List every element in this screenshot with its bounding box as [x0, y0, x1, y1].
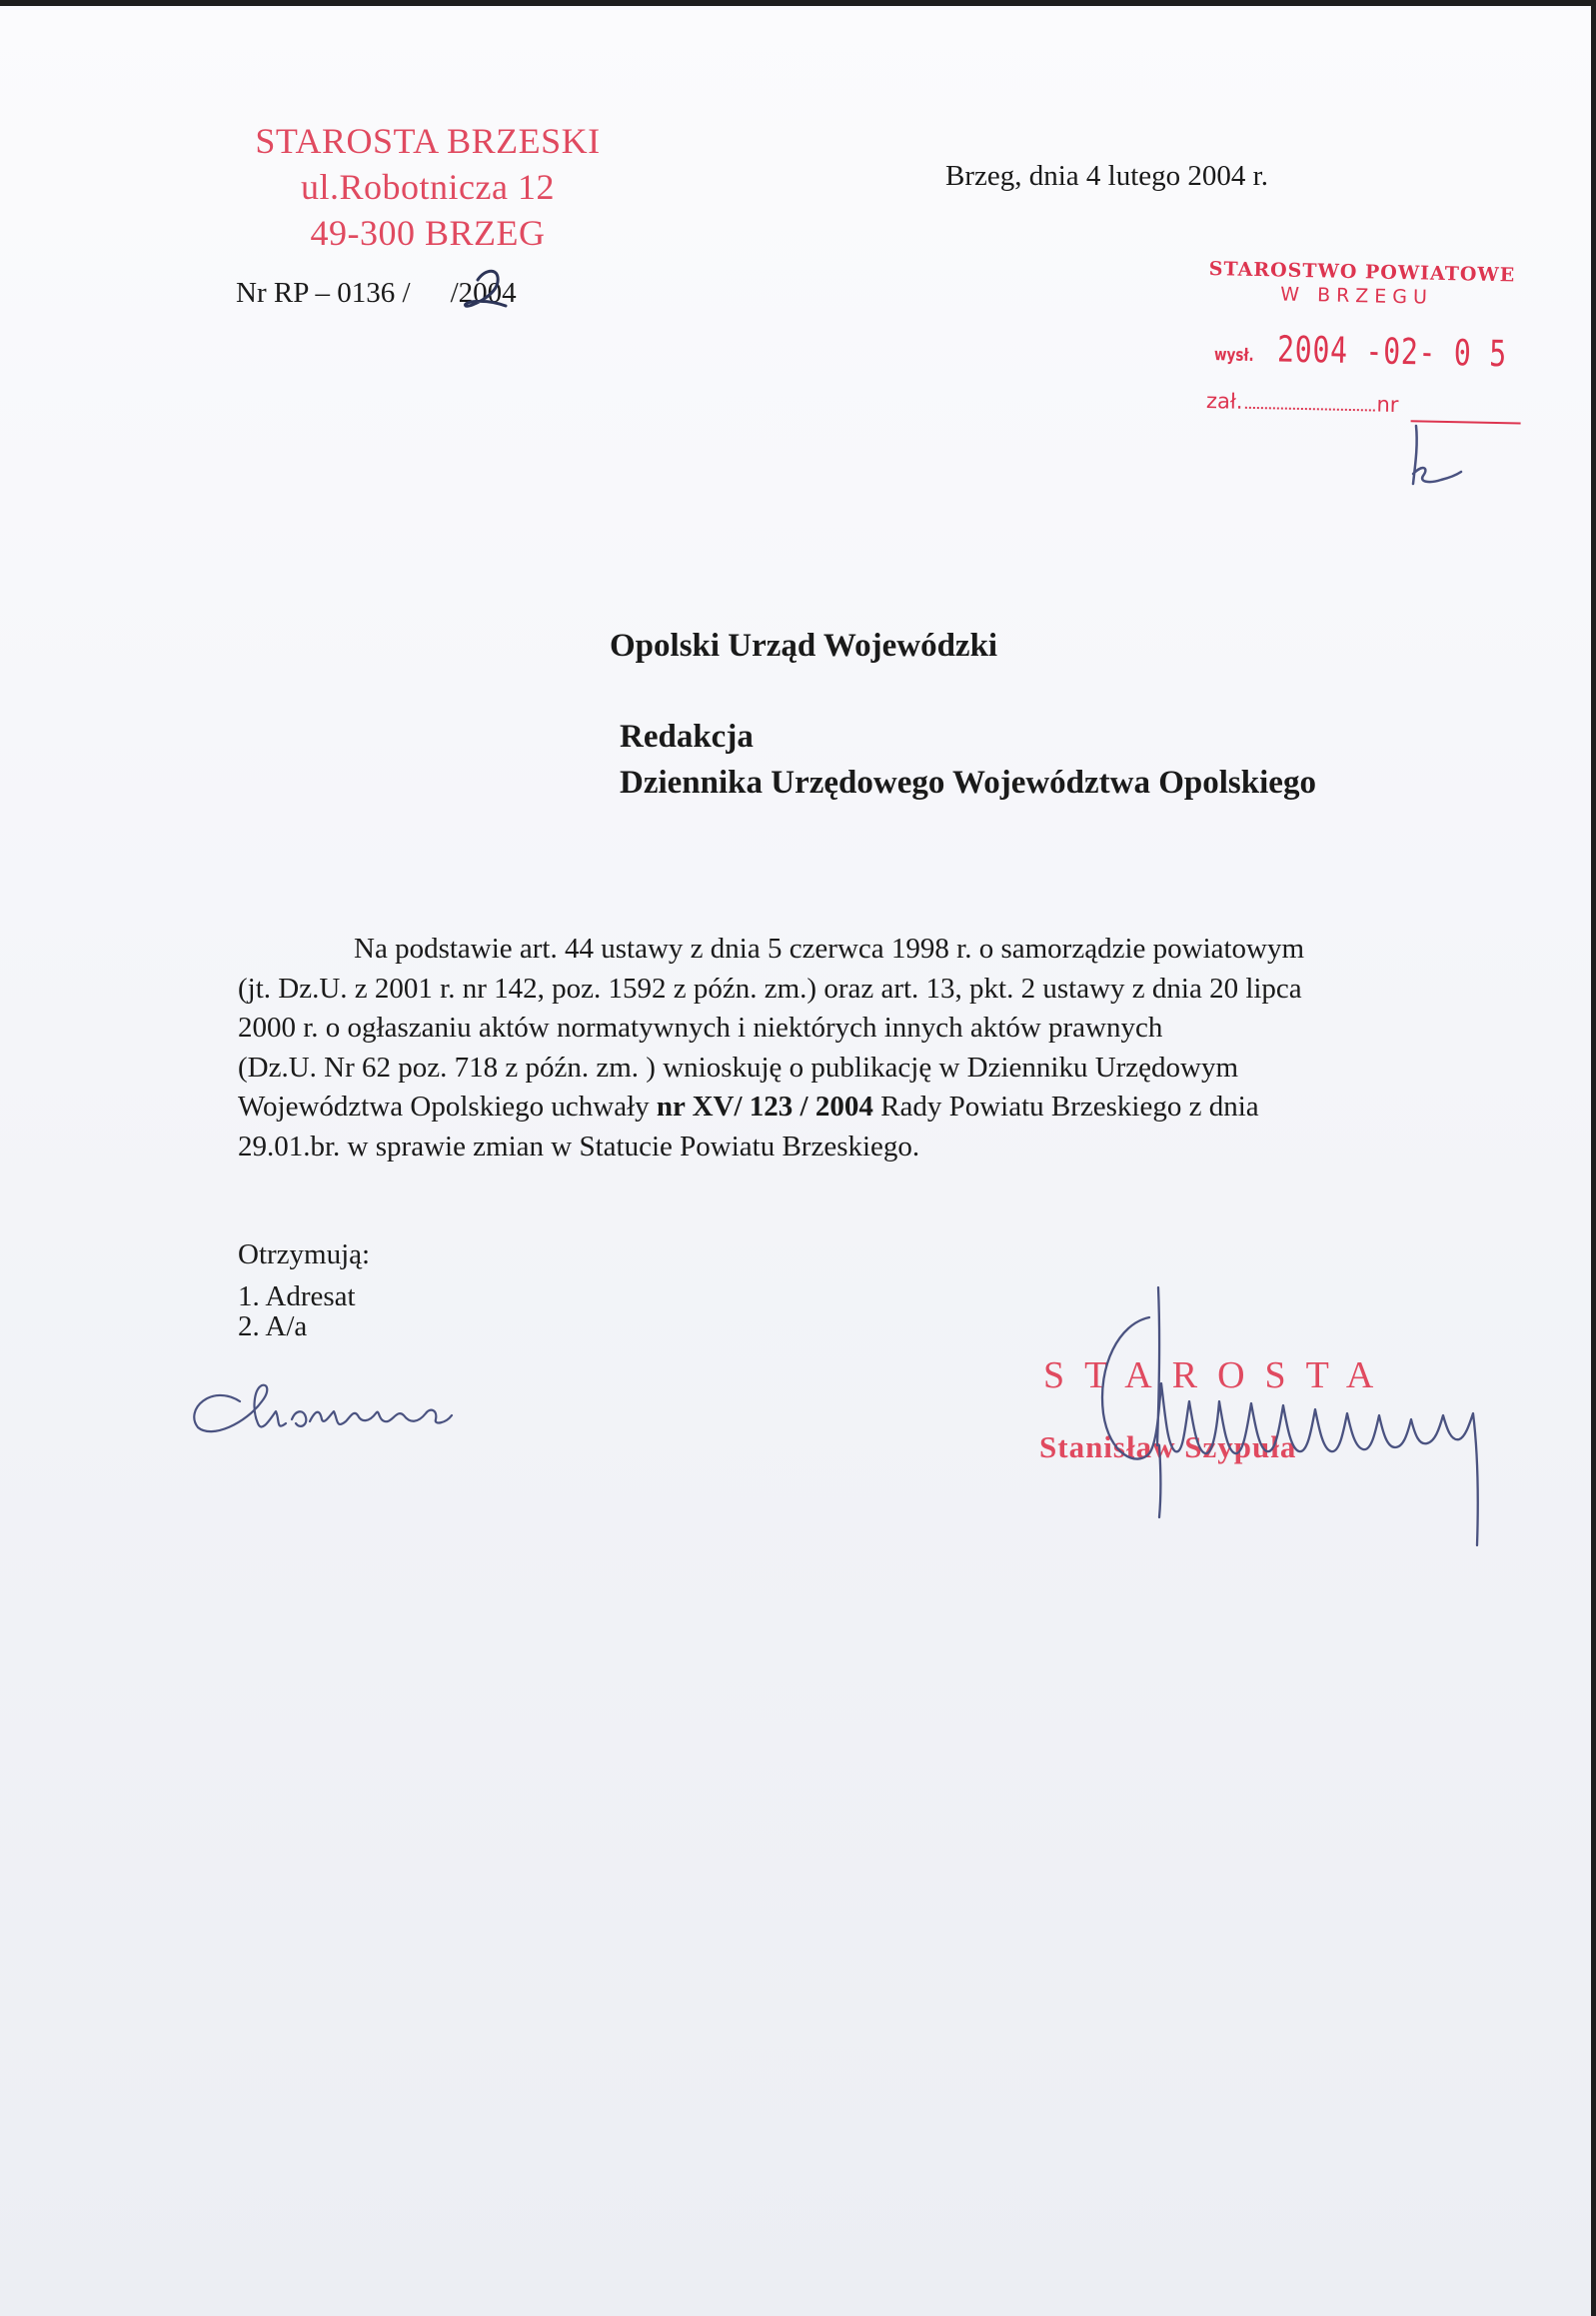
starosta-title: STAROSTA — [1043, 1354, 1394, 1396]
body-line2: (jt. Dz.U. z 2001 r. nr 142, poz. 1592 z późn. zm.) oraz art. 13, pkt. 2 ustawy z dnia 20 lipca — [238, 972, 1302, 1005]
body-line3: 2000 r. o ogłaszaniu aktów normatywnych i niektórych innych aktów prawnych — [238, 1012, 1163, 1044]
recipients-item-1: 1. Adresat — [238, 1280, 356, 1305]
header-stamp-line3: 49-300 BRZEG — [310, 213, 546, 253]
office-stamp-line2: W BRZEGU — [1280, 283, 1434, 309]
header-stamp-line2: ul.Robotnicza 12 — [301, 167, 555, 207]
editorial-line1: Redakcja — [620, 719, 754, 755]
handwriting-layer — [0, 6, 1591, 2316]
office-stamp-sent-date: 2004 -02- 0 5 — [1276, 329, 1508, 376]
recipients-heading: Otrzymują: — [238, 1238, 371, 1270]
body-line4: (Dz.U. Nr 62 poz. 718 z późn. zm. ) wnioskuję o publikację w Dzienniku Urzędowym — [238, 1051, 1239, 1084]
author-signature — [194, 1385, 452, 1431]
date-line: Brzeg, dnia 4 lutego 2004 r. — [945, 160, 1268, 192]
scanned-letter-page — [0, 6, 1591, 2316]
starosta-name: Stanisław Szypuła — [1039, 1429, 1297, 1464]
body-line5-end: Rady Powiatu Brzeskiego z dnia — [872, 1091, 1259, 1123]
body-line6: 29.01.br. w sprawie zmian w Statucie Powiatu Brzeskiego. — [238, 1130, 920, 1162]
office-stamp-number-label: nr — [1376, 392, 1399, 417]
header-stamp-line1: STAROSTA BRZESKI — [255, 121, 601, 161]
reference-suffix: /2004 — [450, 277, 517, 309]
body-line1: Na podstawie art. 44 ustawy z dnia 5 czerwca 1998 r. o samorządzie powiatowym — [354, 933, 1305, 965]
office-stamp-line1: STAROSTWO POWIATOWE — [1208, 258, 1516, 287]
office-stamp-sent-label: wysł. — [1213, 345, 1254, 366]
handwritten-number-2-stroke — [466, 271, 506, 306]
recipient-heading: Opolski Urząd Wojewódzki — [610, 628, 998, 664]
body-line5-start: Województwa Opolskiego uchwały — [238, 1091, 657, 1123]
office-stamp-attachments-label: zał. — [1205, 388, 1243, 414]
resolution-number: nr XV/ 123 / 2004 — [656, 1091, 873, 1123]
office-stamp-initials — [1413, 426, 1461, 484]
editorial-line2: Dziennika Urzędowego Województwa Opolskiego — [620, 765, 1316, 801]
reference-prefix: Nr RP – 0136 / — [236, 277, 411, 309]
recipients-item-2: 2. A/a — [238, 1310, 308, 1342]
starosta-signature-tail — [1159, 1445, 1161, 1517]
starosta-signature — [1102, 1287, 1478, 1545]
